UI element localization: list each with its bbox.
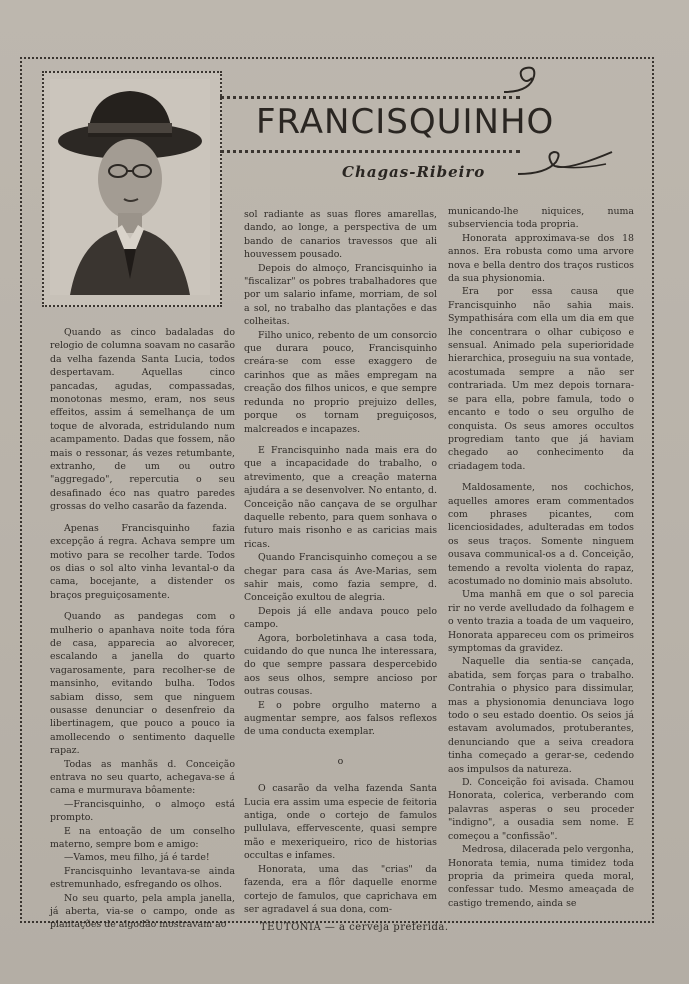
paragraph: —Vamos, meu filho, já é tarde! — [64, 852, 210, 864]
footer-advert: TEUTONIA — a cerveja preferida. — [260, 922, 449, 933]
paragraph: No seu quarto, pela ampla janella, já aberta, via-se o campo, onde as plantações de algodão mostravam ao — [50, 892, 235, 931]
paragraph: Quando Francisquinho começou a se chegar para casa ás Ave-Marias, sem sahir mais, como fazia sempre, d. Conceição exultou de alegria. — [244, 552, 437, 604]
paragraph: O casarão da velha fazenda Santa Lucia era assim uma especie de feitoria antiga, onde o cortejo de famulos pullulava, effervescente, quasi sempre mão e mexeriqueiro, rico de historias occultas e infames. — [244, 783, 437, 862]
column-2 — [244, 208, 437, 916]
paragraph: Depois já elle andava pouco pelo campo. — [244, 605, 437, 631]
portrait-illustration — [50, 79, 210, 295]
paragraph: E na entoação de um conselho materno, sempre bom e amigo: — [50, 825, 235, 851]
paragraph: —Francisquinho, o almoço está prompto. — [50, 798, 235, 824]
paragraph: Medrosa, dilacerada pelo vergonha, Honorata temia, numa timidez toda propria da primeira queda moral, confessar tudo. Mesmo ameaçada de castigo tremendo, ainda se — [448, 844, 634, 909]
flourish-ornament-top — [500, 62, 540, 96]
column-3 — [448, 205, 634, 910]
paragraph: Apenas Francisquinho fazia excepção á regra. Achava sempre um motivo para se recolher tarde. Todos os dias o sol alto vinha levantal-o da cama, bocejante, a distender os braços preguiçosamente. — [50, 522, 235, 601]
paragraph: municando-lhe niquices, numa subserviencia toda propria. — [448, 206, 634, 231]
column-1 — [50, 326, 235, 932]
article-title: FRANCISQUINHO — [256, 102, 555, 142]
author-portrait — [42, 71, 222, 307]
paragraph: Francisquinho levantava-se ainda estremunhado, esfregando os olhos. — [50, 865, 235, 891]
paragraph: E o pobre orgulho materno a augmentar sempre, aos falsos reflexos de uma conducta exemplar. — [244, 699, 437, 738]
section-separator: o — [337, 755, 344, 767]
paragraph: Quando as cinco badaladas do relogio de columna soavam no casarão da velha fazenda Santa Lucia, todos despertavam. Aquellas cinco pancadas, agudas, compassadas, monotonas mesmo, eram, nos seus effeitos, assim á semelhança de um toque de alvorada, estridulando num acampamento. Dadas que fossem, não mais o ressonar, ás vezes retumbante, extranho, de um ou outro "aggregado", repercutia o seu desafinado éco nas quatro paredes grossas do velho casarão da fazenda. — [50, 327, 235, 513]
paragraph: Agora, borboletinhava a casa toda, cuidando do que nunca lhe interessara, do que sempre passara despercebido aos seus olhos, sempre ancioso por outras cousas. — [244, 632, 437, 698]
title-rule-top — [220, 96, 520, 99]
author-byline: Chagas-Ribeiro — [342, 163, 486, 181]
flourish-ornament-byline — [516, 144, 616, 182]
paragraph: D. Conceição foi avisada. Chamou Honorata, colerica, verberando com palavras asperas o seu proceder "indigno", a ousadia sem nome. E começou a "confissão". — [448, 777, 634, 842]
paragraph: Naquelle dia sentia-se cançada, abatida, sem forças para o trabalho. Contrahia o physico para dissimular, mas a physionomia denunciava logo todo o seu estado doentio. Os seios já estavam avolumados, protuberantes, denunciando que a seiva creadora tinha começado a gerar-se, cedendo aos impulsos da natureza. — [448, 656, 634, 775]
paragraph: Honorata, uma das "crias" da fazenda, era a flôr daquelle enorme cortejo de famulos, que caprichava em ser agradavel á sua dona, com- — [244, 863, 437, 915]
paragraph: E Francisquinho nada mais era do que a incapacidade do trabalho, o atrevimento, que a creação materna ajudára a se desenvolver. No entanto, d. Conceição não cançava de se orgulhar daquelle rebento, para quem sonhava o futuro mais risonho e as caricias mais ricas. — [244, 444, 437, 550]
paragraph: Honorata approximava-se dos 18 annos. Era robusta como uma arvore nova e bella dentro dos traços rusticos da sua physionomia. — [448, 232, 634, 285]
paragraph: Maldosamente, nos cochichos, aquelles amores eram commentados com phrases picantes, com licenciosidades, adulteradas em todos os seus traços. Somente ninguem ousava communical-os a d. Conceição, temendo a revolta violenta do rapaz, acostumado no dominio mais absoluto. — [448, 482, 634, 587]
paragraph: Quando as pandegas com o mulherio o apanhava noite toda fóra de casa, apparecia ao alvorecer, escalando a janella do quarto vagarosamente, para recolher-se de mansinho, evitando bulha. Todos sabiam disso, sem que ninguem ousasse denunciar o desenfreio da libertinagem, que pouco a pouco ia amollecendo o sentimento daquelle rapaz. — [50, 611, 235, 757]
paragraph: Todas as manhãs d. Conceição entrava no seu quarto, achegava-se á cama e murmurava bôamente: — [50, 758, 235, 797]
paragraph: sol radiante as suas flores amarellas, dando, ao longe, a perspectiva de um bando de canarios travessos que ali houvessem pousado. — [244, 209, 437, 261]
paragraph: Era por essa causa que Francisquinho não sahia mais. Sympathisára com ella um dia em que lhe concentrara o olhar cubiçoso e sensual. Animado pela superioridade hierarchica, proseguiu na sua vontade, acostumada sempre a não ser contrariada. Um mez depois tornara-se para ella, pobre famula, todo o encanto e todo o seu orgulho de conquista. Os seus amores occultos progrediam tanto que já haviam chegado ao conhecimento da criadagem toda. — [448, 286, 634, 472]
paragraph: Filho unico, rebento de um consorcio que durara pouco, Francisquinho creára-se com esse exaggero de carinhos que as mães empregam na creação dos filhos unicos, e que sempre redunda no proprio prejuizo delles, porque os tornam preguiçosos, malcreados e incapazes. — [244, 329, 437, 435]
paragraph: Depois do almoço, Francisquinho ia "fiscalizar" os pobres trabalhadores que por um salario infame, morriam, de sol a sol, no trabalho das plantações e das colheitas. — [244, 262, 437, 328]
title-rule-bottom — [220, 150, 520, 153]
paragraph: Uma manhã em que o sol parecia rir no verde avelludado da folhagem e o vento trazia a toada de um vaqueiro, Honorata appareceu com os primeiros symptomas da gravidez. — [448, 589, 634, 654]
